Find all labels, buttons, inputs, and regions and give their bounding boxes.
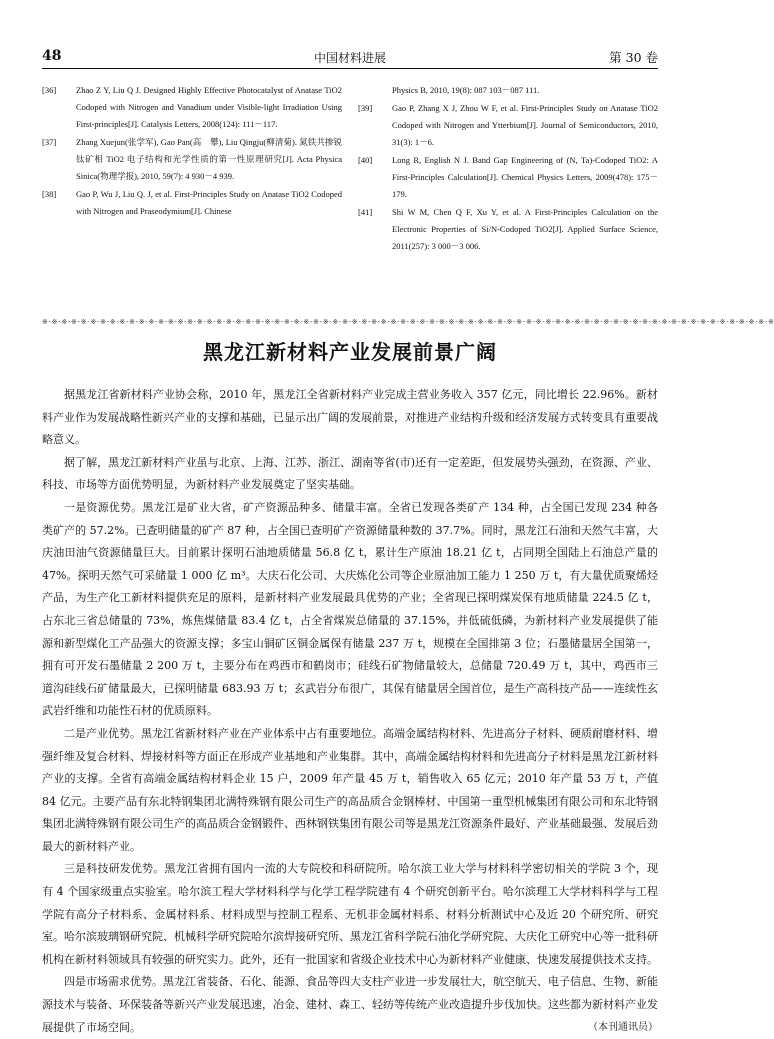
reference-number — [358, 82, 392, 99]
reference-number: [39] — [358, 103, 373, 113]
reference-text: Shi W M, Chen Q F, Xu Y, et al. A First-Principles Calculation on the Electronic Properties of Si/N-Codoped TiO2[J]. Applied Surface Science, 2011(257): 3 000－3 006. — [392, 207, 658, 251]
reference-number: [36] — [42, 85, 57, 95]
reference-item — [358, 100, 658, 151]
decorative-separator: ※-※-※-※-※-※-※-※-※-※-※-※-※-※-※-※-※-※-※-※-※-※-※-※-※-※-※-※-※-※-※-※-※-※-※-※-※-※-※-※-※-※-※-※-※-※-※-※-※-※-※-※-※-※-※-※-※-※-※-※-※-※-※-※-※-※-※-※-※-※-※-※-※-※-※-※ — [42, 318, 774, 326]
reference-number: [40] — [358, 155, 373, 165]
article-paragraph-text: 四是市场需求优势。黑龙江省装备、石化、能源、食品等四大支柱产业进一步发展壮大，航空航天、电子信息、生物、新能源技术与装备、环保装备等新兴产业发展迅速，冶金、建材、森工、轻纺等传统产业改造提升步伐加快。这些都为新材料产业发展提供了市场空间。 — [42, 975, 658, 1034]
reference-item — [42, 186, 342, 220]
reference-list — [42, 82, 658, 256]
reference-item — [42, 82, 342, 133]
article-paragraph — [42, 971, 658, 1039]
reference-item — [358, 204, 658, 255]
volume-label: 第 30 卷 — [609, 50, 658, 65]
reference-number: [38] — [42, 189, 57, 199]
reference-text: Gao P, Zhang X J, Zhou W F, et al. First-Principles Study on Anatase TiO2 Codoped with Nitrogen and Ytterbium[J]. Journal of Semiconductors, 2010, 31(3): 1－6. — [392, 103, 658, 147]
page-number: 48 — [42, 48, 62, 64]
source-credit: （本刊通讯员） — [588, 1021, 658, 1033]
article-title: 黑龙江新材料产业发展前景广阔 — [203, 340, 497, 364]
reference-item — [358, 82, 658, 99]
article-body — [42, 384, 658, 1039]
article-paragraph: 二是产业优势。黑龙江省新材料产业在产业体系中占有重要地位。高端金属结构材料、先进高分子材料、硬质耐磨材料、增强纤维及复合材料、焊接材料等方面正在形成产业基地和产业集群。其中，高端金属结构材料和先进高分子材料是黑龙江新材料产业的支撑。全省有高端金属结构材料企业 15 户，2009 年产量 45 万 t，销售收入 65 亿元；2010 年产量 53 万 t，产值 84 亿元。主要产品有东北特钢集团北满特殊钢有限公司生产的高品质合金钢棒材、中国第一重型机械集团有限公司和东北特钢集团北满特殊钢有限公司生产的高品质合金钢锻件、西林钢铁集团有限公司等是黑龙江资源条件最好、产业基础最强、发展后劲最大的新材料产业。 — [42, 726, 658, 853]
reference-item — [42, 134, 342, 185]
reference-text: Physics B, 2010, 19(8): 087 103－087 111. — [392, 85, 540, 95]
running-header — [42, 48, 658, 69]
article-paragraph: 三是科技研发优势。黑龙江省拥有国内一流的大专院校和科研院所。哈尔滨工业大学与材料科学密切相关的学院 3 个，现有 4 个国家级重点实验室。哈尔滨工程大学材料科学与化学工程学院建有 4 个研究创新平台。哈尔滨理工大学材料科学与工程学院有高分子材料系、金属材料系、材料成型与控制工程系、无机非金属材料系、材料分析测试中心及近 20 个研究所、研究室。哈尔滨玻璃钢研究院、机械科学研究院哈尔滨焊接研究所、黑龙江省科学院石油化学研究院、大庆化工研究中心等一批科研机构在新材料领域具有较强的研究实力。此外，还有一批国家和省级企业技术中心为新材料产业健康、快速发展提供技术支持。 — [42, 862, 658, 966]
reference-text: Zhang Xuejun(张学军), Gao Pan(高 攀), Liu Qingju(柳清菊). 氮铁共掺锐钛矿相 TiO2 电子结构和光学性质的第一性原理研究[J]. Acta Physica Sinica(物理学报), 2010, 59(7): 4 930－4 939. — [76, 137, 342, 181]
reference-number: [37] — [42, 137, 57, 147]
reference-text: Zhao Z Y, Liu Q J. Designed Highly Effective Photocatalyst of Anatase TiO2 Codoped with Nitrogen and Vanadium under Visible-light Irradiation Using First-principles[J]. Catalysis Letters, 2008(124): 111－117. — [76, 85, 342, 129]
journal-name: 中国材料进展 — [313, 51, 386, 65]
article-paragraph: 据了解，黑龙江新材料产业虽与北京、上海、江苏、浙江、湖南等省(市)还有一定差距，但发展势头强劲，在资源、产业、科技、市场等方面优势明显，为新材料产业发展奠定了坚实基础。 — [42, 455, 658, 492]
reference-text: Gao P, Wu J, Liu Q. J, et al. First-Principles Study on Anatase TiO2 Codoped with Nitrogen and Praseodymium[J]. Chinese — [76, 189, 342, 216]
reference-text: Long R, English N J. Band Gap Engineering of (N, Ta)-Codoped TiO2: A First-Principles Calculation[J]. Chemical Physics Letters, 2009(478): 175－179. — [392, 155, 658, 199]
article-paragraph: 据黑龙江省新材料产业协会称，2010 年，黑龙江全省新材料产业完成主营业务收入 357 亿元，同比增长 22.96%。新材料产业作为发展战略性新兴产业的支撑和基础，已显示出广阔的发展前景，对推进产业结构升级和经济发展方式转变具有重要战略意义。 — [42, 388, 658, 447]
reference-number: [41] — [358, 207, 373, 217]
reference-column-right — [358, 82, 658, 256]
reference-column-left — [42, 82, 342, 256]
reference-item — [358, 152, 658, 203]
article-paragraph: 一是资源优势。黑龙江是矿业大省，矿产资源品种多、储量丰富。全省已发现各类矿产 134 种，占全国已发现 234 种各类矿产的 57.2%。已查明储量的矿产 87 种，占全国已查明矿产资源储量种数的 37.7%。同时，黑龙江石油和天然气丰富，大庆油田油气资源储量巨大。目前累计探明石油地质储量 56.8 亿 t，累计生产原油 18.21 亿 t，占同期全国陆上石油总产量的 47%。探明天然气可采储量 1 000 亿 m³。大庆石化公司、大庆炼化公司等企业原油加工能力 1 250 万 t，有大量优质聚烯烃产品，为生产化工新材料提供充足的原料，是新材料产业发展最具优势的产业；全省现已探明煤炭保有地质储量 224.5 亿 t，占东北三省总储量的 73%，炼焦煤储量 83.4 亿 t，占全省煤炭总储量的 37.15%，并低硫低磷，为新材料产业发展提供了能源和新型煤化工产品强大的资源支撑；多宝山铜矿区铜金属保有储量 237 万 t，规模在全国排第 3 位；石墨储量居全国第一，拥有可开发石墨储量 2 200 万 t，主要分布在鸡西市和鹤岗市；硅线石矿物储量较大，总储量 720.49 万 t，其中，鸡西市三道沟硅线石矿储量最大，已探明储量 683.93 万 t；玄武岩分布很广，其保有储量居全国首位，是生产高科技产品——连续性玄武岩纤维和功能性石材的优质原料。 — [42, 500, 658, 718]
